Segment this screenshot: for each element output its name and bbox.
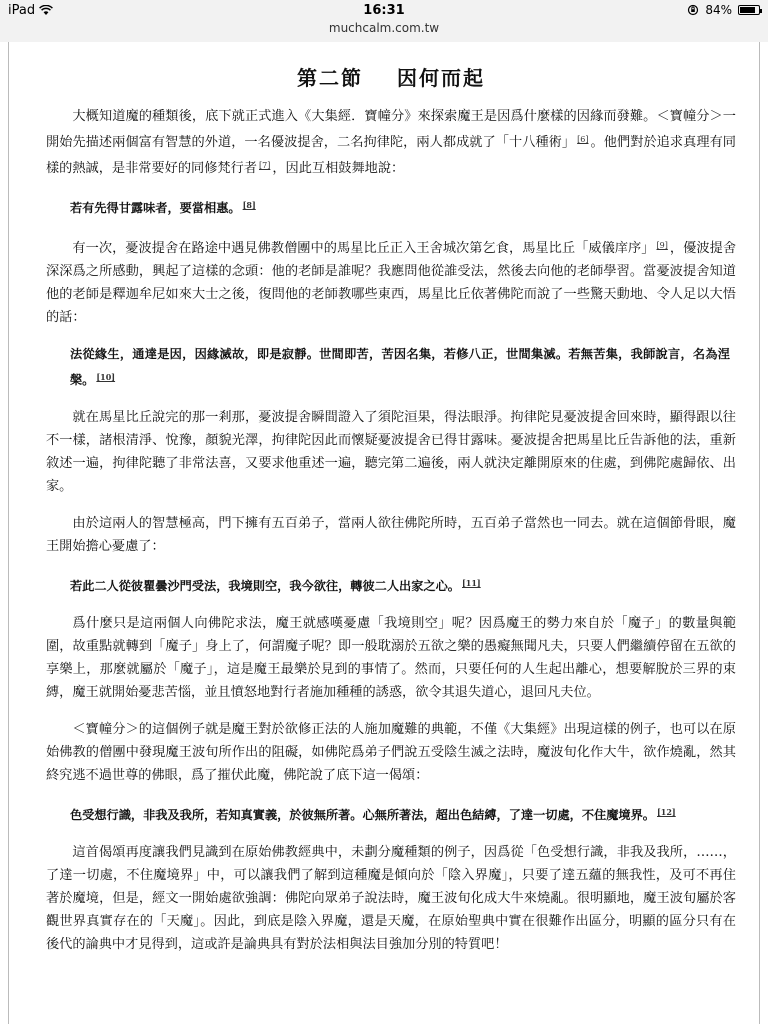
battery-percent: 84%	[705, 3, 732, 17]
title-topic: 因何而起	[397, 66, 485, 90]
footnote-link-12[interactable]: [12]	[657, 807, 676, 817]
battery-fill	[740, 7, 755, 13]
paragraph-1	[46, 105, 736, 180]
footnote-link-8[interactable]: [8]	[242, 200, 256, 210]
quote-1	[46, 194, 736, 220]
address-url[interactable]: muchcalm.com.tw	[328, 21, 440, 35]
quote-2	[46, 343, 736, 392]
rotation-lock-icon	[687, 4, 699, 16]
carrier-label: iPad	[8, 3, 36, 18]
paragraph-text: 大概知道魔的種類後，底下就正式進入《大集經．寶幢分》來探索魔王是因爲什麼樣的因緣而發難。＜寶幢分＞一開始先描述兩個富有智慧的外道，一名優波提舍，二名拘律陀，兩人都成就了「十八種術」	[46, 109, 736, 150]
quote-text: 色受想行識，非我及我所，若知真實義，於彼無所著。心無所著法，超出色結縛，了達一切處，不住魔境界。	[70, 808, 655, 822]
paragraph-2	[46, 234, 736, 329]
footnote-link-11[interactable]: [11]	[462, 578, 481, 588]
article-content	[46, 62, 736, 970]
paragraph-text: 有一次，憂波提舍在路途中遇見佛教僧團中的馬星比丘正入王舍城次第乞食，馬星比丘「威儀庠序」	[72, 241, 655, 256]
paragraph-text: 。他們對於追求真理有同樣的熱誠，是非常要好的同修梵行者	[46, 135, 736, 176]
quote-text: 法從緣生，通達是因，因緣滅故，即是寂靜。世間即苦，苦因名集，若修八正，世間集滅。若無苦集，我師說言，名為涅槃。	[70, 347, 730, 387]
paragraph-text: ，因此互相鼓舞地說：	[272, 161, 405, 176]
quote-4	[46, 801, 736, 827]
footnote-link-9[interactable]: [9]	[656, 241, 668, 250]
quote-3	[46, 572, 736, 598]
clock: 16:31	[363, 3, 405, 18]
quote-text: 若此二人從彼瞿曇沙門受法，我境則空，我今欲往，轉彼二人出家之心。	[70, 579, 460, 593]
status-bar	[0, 0, 768, 42]
footnote-link-7[interactable]: [7]	[259, 161, 271, 170]
article-page	[8, 42, 760, 1024]
paragraph-7: 這首偈頌再度讓我們見識到在原始佛教經典中，未劃分魔種類的例子，因爲從「色受想行識，非我及我所，……，了達一切處，不住魔境界」中，可以讓我們了解到這種魔是傾向於「陰入界魔」，只要了達五蘊的無我性，及可不再住著於魔境，但是，經文一開始處欲強調：佛陀向眾弟子說法時，魔王波旬化成大牛來燒亂。很明顯地，魔王波旬屬於客觀世界真實存在的「天魔」。因此，到底是陰入界魔，還是天魔，在原始聖典中實在很難作出區分，明顯的區分只有在後代的論典中才見得到，這或許是論典具有對於法相與法目強加分別的特質吧！	[46, 845, 736, 952]
status-right	[687, 3, 760, 17]
paragraph-4: 由於這兩人的智慧極高，門下擁有五百弟子，當兩人欲往佛陀所時，五百弟子當然也一同去。就在這個節骨眼，魔王開始擔心憂慮了：	[46, 516, 736, 554]
page-title	[46, 62, 736, 91]
footnote-link-6[interactable]: [6]	[577, 135, 589, 144]
quote-text: 若有先得甘露味者，要當相惠。	[70, 201, 241, 215]
paragraph-text: ，優波提舍深深爲之所感動，興起了這樣的念頭：他的老師是誰呢？我應問他從誰受法，然後去向他的老師學習。當憂波提舍知道他的老師是釋迦牟尼如來大士之後，復問他的老師教哪些東西，馬星比丘依著佛陀而說了一些驚天動地、令人足以大悟的話：	[46, 241, 737, 325]
footnote-link-10[interactable]: [10]	[96, 372, 116, 382]
title-section: 第二節	[297, 66, 363, 90]
battery-icon	[738, 5, 760, 15]
paragraph-5: 爲什麼只是這兩個人向佛陀求法，魔王就感嘆憂慮「我境則空」呢？因爲魔王的勢力來自於「魔子」的數量與範圍，故重點就轉到「魔子」身上了，何謂魔子呢？即一般耽溺於五欲之樂的愚癡無聞凡夫，只要人們繼續停留在五欲的享樂上，那麼就屬於「魔子」，這是魔王最樂於見到的事情了。然而，只要任何的人生起出離心，想要解脫於三界的束縛，魔王就開始憂悲苦惱，並且憤怒地對行者施加種種的誘惑，欲令其退失道心，退回凡夫位。	[46, 616, 736, 700]
paragraph-6: ＜寶幢分＞的這個例子就是魔王對於欲修正法的人施加魔難的典範，不僅《大集經》出現這樣的例子，也可以在原始佛教的僧團中發現魔王波旬所作出的阻礙，如佛陀爲弟子們說五受陰生滅之法時，魔波旬化作大牛，欲作燒亂，然其終究逃不過世尊的佛眼，爲了摧伏此魔，佛陀說了底下這一偈頌：	[46, 722, 736, 783]
paragraph-3: 就在馬星比丘說完的那一剎那，憂波提舍瞬間證入了須陀洹果，得法眼淨。拘律陀見憂波提舍回來時，顯得跟以往不一樣，諸根清淨、悅豫，顏貌光澤，拘律陀因此而懷疑憂波提舍已得甘露味。憂波提舍把馬星比丘告訴他的法，重新敘述一遍，拘律陀聽了非常法喜，又要求他重述一遍，聽完第二遍後，兩人就決定離開原來的住處，到佛陀處歸依、出家。	[46, 410, 736, 494]
